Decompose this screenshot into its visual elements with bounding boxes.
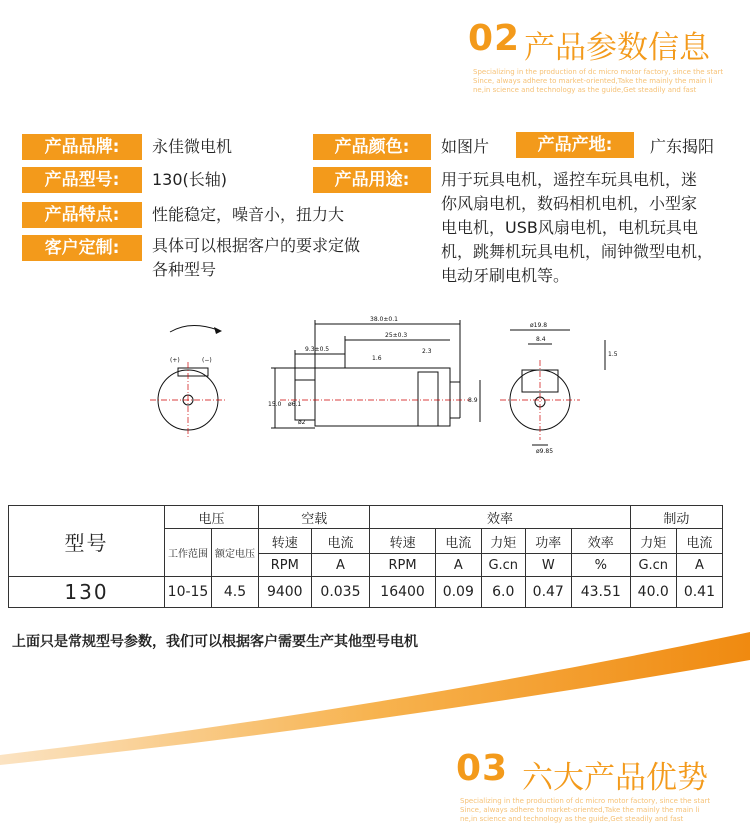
table-row: 130 10-15 4.5 9400 0.035 16400 0.09 6.0 0.47 43.51 40.0 0.41 xyxy=(9,577,723,608)
rated-voltage-header: 额定电压 xyxy=(212,529,259,577)
section-number: 03 xyxy=(456,748,509,789)
color-value: 如图片 xyxy=(441,137,490,156)
dim-8-9: 8.9 xyxy=(468,397,478,404)
motor-spec-table xyxy=(8,505,723,608)
ef-eff-header: 效率 xyxy=(571,529,630,554)
dim-15-0: 15.0 xyxy=(268,401,282,408)
dim-body: 25±0.3 xyxy=(385,332,408,339)
section-title: 产品参数信息 xyxy=(524,30,710,66)
unit-amp: A xyxy=(435,554,481,577)
model-value: 130(长轴) xyxy=(152,170,228,189)
ef-torque-header: 力矩 xyxy=(481,529,525,554)
brand-value: 永佳微电机 xyxy=(152,137,233,156)
minus-terminal-label: (−) xyxy=(202,357,212,364)
custom-label: 客户定制: xyxy=(22,235,142,261)
unit-rpm: RPM xyxy=(370,554,435,577)
color-label: 产品颜色: xyxy=(313,134,431,160)
feature-value: 性能稳定，噪音小，扭力大 xyxy=(152,205,345,224)
rotation-arrow xyxy=(170,325,218,332)
ef-speed-header: 转速 xyxy=(370,529,435,554)
dim-length: 38.0±0.1 xyxy=(370,316,398,323)
section-subtitle: Specializing in the production of dc micro motor factory, since the start Since, always adhere to market-oriented,Take the mainly the main li ne,in science and technology as the guide,Get steadily and fast xyxy=(460,797,711,823)
unit-watt: W xyxy=(525,554,571,577)
stall-header: 制动 xyxy=(630,506,722,529)
origin-label: 产品产地: xyxy=(516,132,634,158)
usage-label: 产品用途: xyxy=(313,167,431,193)
dim-1-5: 1.5 xyxy=(608,351,618,358)
section-title: 六大产品优势 xyxy=(522,760,708,796)
model-label: 产品型号: xyxy=(22,167,142,193)
dim-d2: ø2 xyxy=(298,419,306,426)
nl-speed-header: 转速 xyxy=(259,529,312,554)
voltage-header: 电压 xyxy=(165,506,259,529)
section-subtitle: Specializing in the production of dc micro motor factory, since the start Since, always adhere to market-oriented,Take the mainly the main li ne,in science and technology as the guide,Get steadily and fast xyxy=(473,68,724,94)
origin-value: 广东揭阳 xyxy=(650,137,715,156)
plus-terminal-label: (+) xyxy=(170,357,180,364)
st-current-header: 电流 xyxy=(676,529,722,554)
unit-amp: A xyxy=(676,554,722,577)
usage-value: 用于玩具电机，遥控车玩具电机，迷 你风扇电机，数码相机电机，小型家 电电机，USB风扇电机，电机玩具电 机，跳舞机玩具电机，闹钟微型电机， 电动牙刷电机等。 xyxy=(441,170,714,285)
ef-power-header: 功率 xyxy=(525,529,571,554)
dim-d9-85: ø9.85 xyxy=(536,448,554,455)
st-torque-header: 力矩 xyxy=(630,529,676,554)
section-number: 02 xyxy=(468,18,521,59)
model-header: 型号 xyxy=(9,506,165,577)
dim-d19-8: ø19.8 xyxy=(530,322,548,329)
ef-current-header: 电流 xyxy=(435,529,481,554)
unit-amp: A xyxy=(311,554,370,577)
brand-label: 产品品牌: xyxy=(22,134,142,160)
nl-current-header: 电流 xyxy=(311,529,370,554)
dim-8-4: 8.4 xyxy=(536,336,546,343)
dim-2-3: 2.3 xyxy=(422,348,432,355)
unit-gcn: G.cn xyxy=(630,554,676,577)
unit-pct: % xyxy=(571,554,630,577)
unit-gcn: G.cn xyxy=(481,554,525,577)
custom-value: 具体可以根据客户的要求定做 各种型号 xyxy=(152,236,361,279)
motor-technical-drawing xyxy=(140,310,620,460)
motor-body-side xyxy=(315,368,450,426)
no-load-header: 空载 xyxy=(259,506,370,529)
footnote: 上面只是常规型号参数，我们可以根据客户需要生产其他型号电机 xyxy=(12,634,418,650)
dim-d6-1: ø6.1 xyxy=(288,401,302,408)
work-range-header: 工作范围 xyxy=(165,529,212,577)
decorative-swoosh xyxy=(0,630,750,765)
efficiency-header: 效率 xyxy=(370,506,630,529)
dim-shaft: 9.3±0.5 xyxy=(305,346,330,353)
feature-label: 产品特点: xyxy=(22,202,142,228)
dim-1-6: 1.6 xyxy=(372,355,382,362)
unit-rpm: RPM xyxy=(259,554,312,577)
